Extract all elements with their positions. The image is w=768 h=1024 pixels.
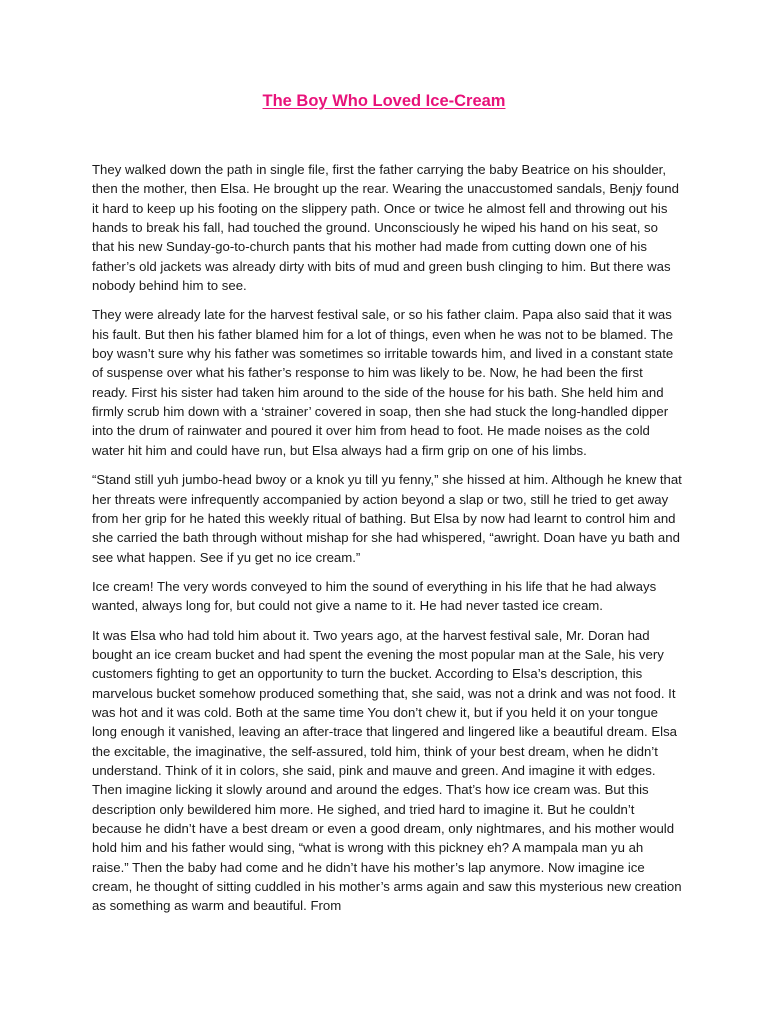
paragraph-3: “Stand still yuh jumbo-head bwoy or a knok yu till yu fenny,” she hissed at him. Although he knew that her threats were infrequently accompanied by action beyond a slap or two, still he tried to get away from her grip for he hated this weekly ritual of bathing. But Elsa by now had learnt to control him and she carried the bath through without mishap for she had whispered, “awright. Doan have yu bath and see what happen. See if yu get no ice cream.” <box>92 472 682 565</box>
document-body <box>92 160 682 926</box>
paragraph-2: They were already late for the harvest festival sale, or so his father claim. Papa also said that it was his fault. But then his father blamed him for a lot of things, even when he was not to be blamed. The boy wasn’t sure why his father was sometimes so irritable towards him, and lived in a constant state of suspense over what his father’s response to him was likely to be. Now, he had been the first ready. First his sister had taken him around to the side of the house for his bath. She held him and firmly scrub him down with a ‘strainer’ covered in soap, then she had stuck the long-handled dipper into the drum of rainwater and poured it over him from head to foot. He made noises as the cold water hit him and could have run, but Elsa always had a firm grip on one of his limbs. <box>92 307 674 458</box>
paragraph-1: They walked down the path in single file, first the father carrying the baby Beatrice on his shoulder, then the mother, then Elsa. He brought up the rear. Wearing the unaccustomed sandals, Benjy found it hard to keep up his footing on the slippery path. Once or twice he almost fell and throwing out his hands to break his fall, had touched the ground. Unconsciously he wiped his hand on his seat, so that his new Sunday-go-to-church pants that his mother had made from cutting down one of his father’s old jackets was already dirty with bits of mud and green bush clinging to him. But there was nobody behind him to see. <box>92 162 679 294</box>
paragraph-4: Ice cream! The very words conveyed to him the sound of everything in his life that he had always wanted, always long for, but could not give a name to it. He had never tasted ice cream. <box>92 578 657 614</box>
document-title: The Boy Who Loved Ice-Cream <box>262 92 506 110</box>
paragraph-5: It was Elsa who had told him about it. Two years ago, at the harvest festival sale, Mr. Doran had bought an ice cream bucket and had spent the evening the most popular man at the Sale, his very customers fighting to get an opportunity to turn the bucket. According to Elsa’s description, this marvelous bucket somehow produced something that, she said, was not a drink and was not food. It was hot and it was cold. Both at the same time You don’t chew it, but if you held it on your tongue long enough it vanished, leaving an after-trace that lingered and lingered like a beautiful dream. Elsa the excitable, the imaginative, the self-assured, told him, think of your best dream, when he didn’t understand. Think of it in colors, she said, pink and mauve and green. And imagine it with edges. Then imagine licking it slowly around and around the edges. That’s how ice cream was. But this description only bewildered him more. He sighed, and tried hard to imagine it. But he couldn’t because he didn’t have a best dream or even a good dream, only nightmares, and his mother would hold him and his father would sing, “what is wrong with this pickney eh? A mampala man yu ah raise.” Then the baby had come and he didn’t have his mother’s lap anymore. Now imagine ice cream, he thought of sitting cuddled in his mother’s arms again and saw this mysterious new creation as something as warm and beautiful. From <box>92 627 682 914</box>
